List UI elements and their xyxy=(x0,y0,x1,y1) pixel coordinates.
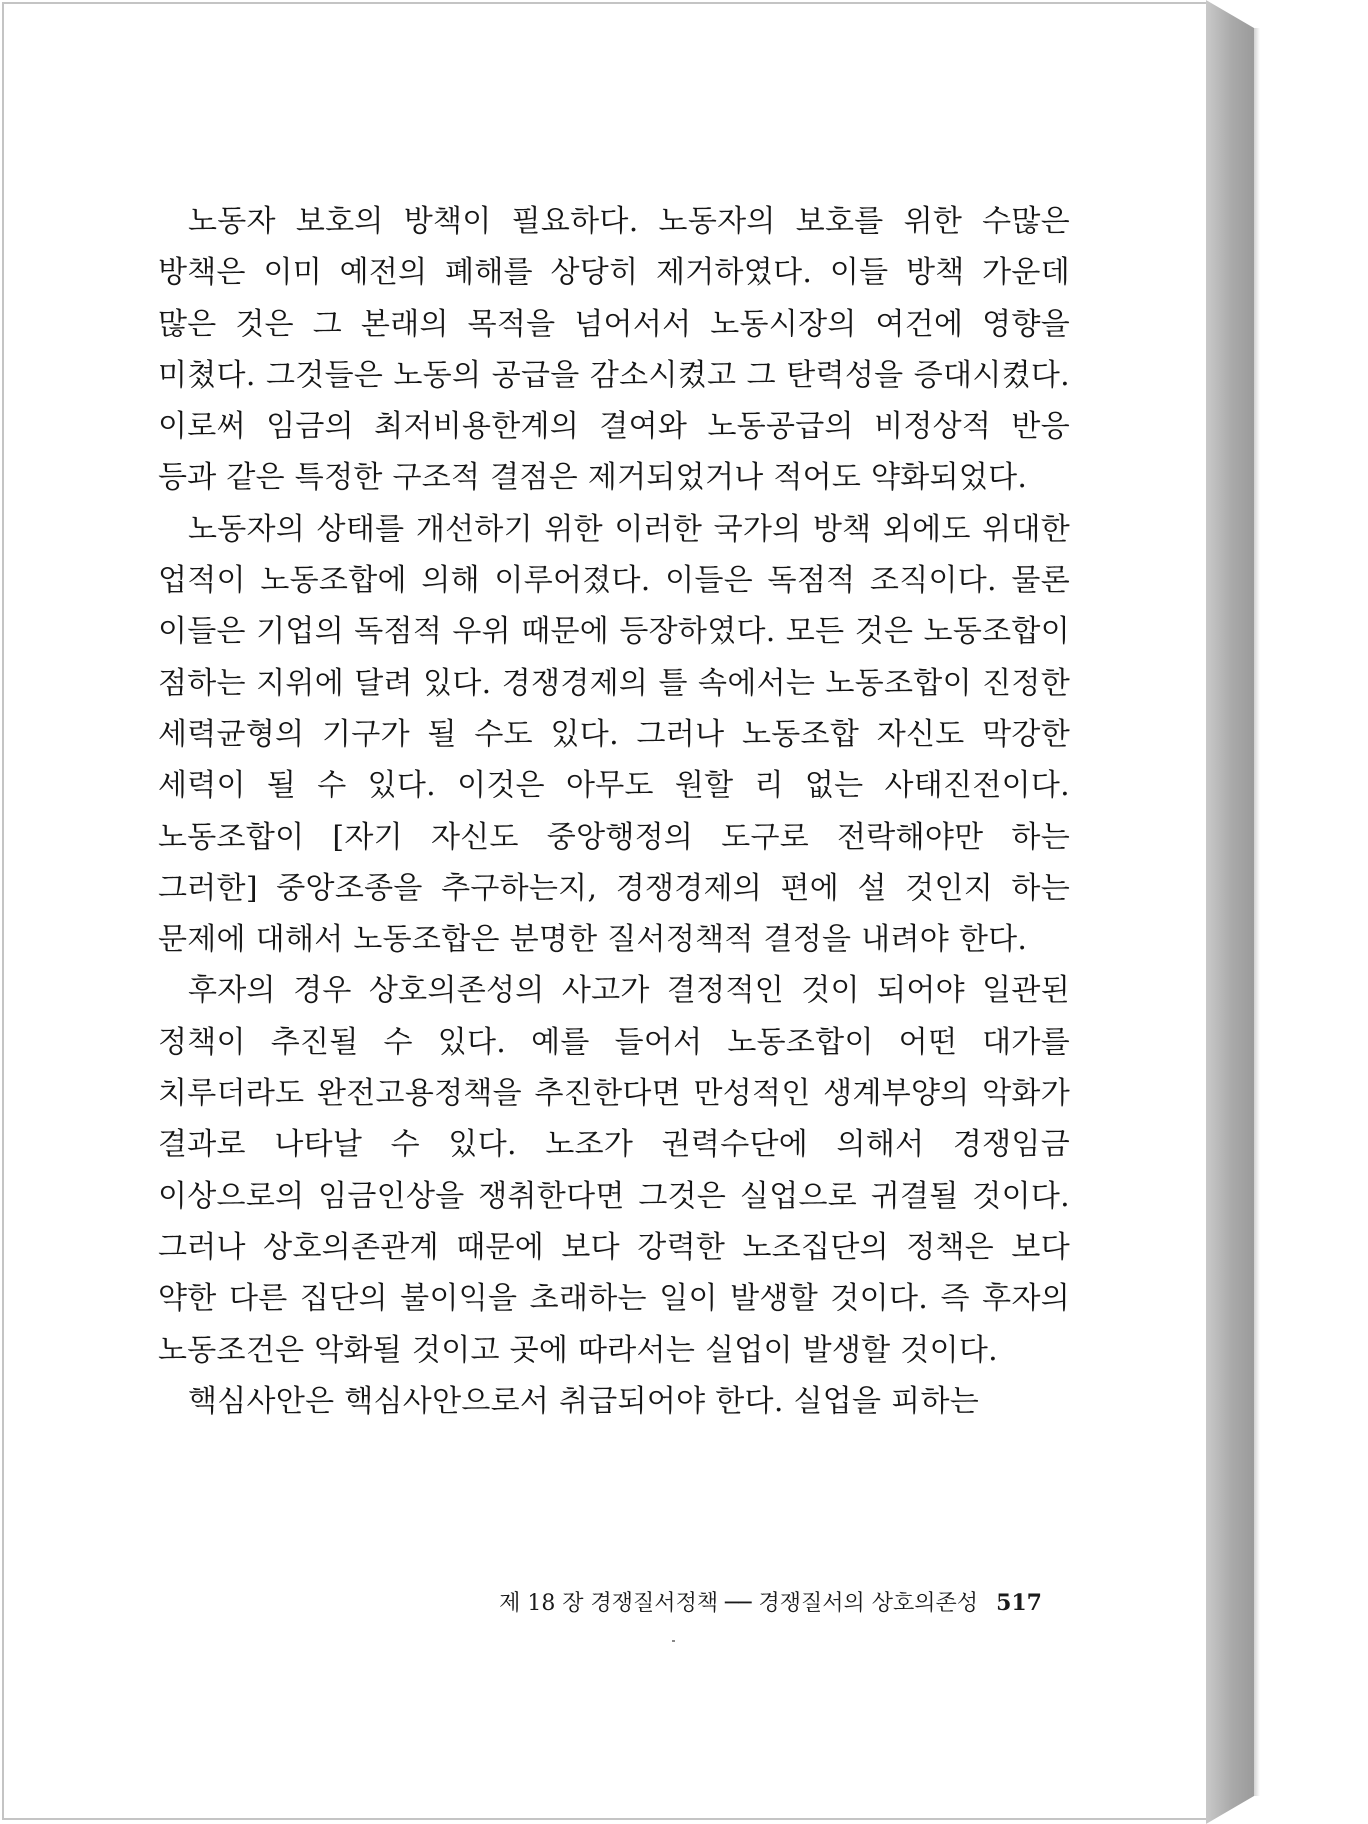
book-page xyxy=(2,2,1206,1820)
paragraph-1: 노동자 보호의 방책이 필요하다. 노동자의 보호를 위한 수많은 방책은 이미 예전의 폐해를 상당히 제거하였다. 이들 방책 가운데 많은 것은 그 본래의 목적을 넘어서서 노동시장의 여건에 영향을 미쳤다. 그것들은 노동의 공급을 감소시켰고 그 탄력성을 증대시켰다. 이로써 임금의 최저비용한계의 결여와 노동공급의 비정상적 반응 등과 같은 특정한 구조적 결점은 제거되었거나 적어도 약화되었다. xyxy=(158,204,1070,496)
paragraph-3: 후자의 경우 상호의존성의 사고가 결정적인 것이 되어야 일관된 정책이 추진될 수 있다. 예를 들어서 노동조합이 어떤 대가를 치루더라도 완전고용정책을 추진한다면 만성적인 생계부양의 악화가 결과로 나타날 수 있다. 노조가 권력수단에 의해서 경쟁임금 이상으로의 임금인상을 쟁취한다면 그것은 실업으로 귀결될 것이다. 그러나 상호의존관계 때문에 보다 강력한 노조집단의 정책은 보다 약한 다른 집단의 불이익을 초래하는 일이 발생할 것이다. 즉 후자의 노동조건은 악화될 것이고 곳에 따라서는 실업이 발생할 것이다. xyxy=(158,973,1070,1368)
page-stack-edge xyxy=(1206,0,1254,1824)
page-number: 517 xyxy=(996,1590,1042,1616)
chapter-title: 제 18 장 경쟁질서정책 ── 경쟁질서의 상호의존성 xyxy=(499,1591,979,1616)
paragraph-2: 노동자의 상태를 개선하기 위한 이러한 국가의 방책 외에도 위대한 업적이 노동조합에 의해 이루어졌다. 이들은 독점적 조직이다. 물론 이들은 기업의 독점적 우위 때문에 등장하였다. 모든 것은 노동조합이 점하는 지위에 달려 있다. 경쟁경제의 틀 속에서는 노동조합이 진정한 세력균형의 기구가 될 수도 있다. 그러나 노동조합 자신도 막강한 세력이 될 수 있다. 이것은 아무도 원할 리 없는 사태진전이다. 노동조합이 [자기 자신도 중앙행정의 도구로 전락해야만 하는 그러한] 중앙조종을 추구하는지, 경쟁경제의 편에 설 것인지 하는 문제에 대해서 노동조합은 분명한 질서정책적 결정을 내려야 한다. xyxy=(158,511,1070,958)
body-text xyxy=(158,196,1070,1427)
scan-speck xyxy=(672,1640,675,1642)
paragraph-4: 핵심사안은 핵심사안으로서 취급되어야 한다. 실업을 피하는 xyxy=(188,1383,980,1419)
page-edge-shadow xyxy=(1254,28,1260,1796)
running-footer xyxy=(499,1586,1042,1617)
